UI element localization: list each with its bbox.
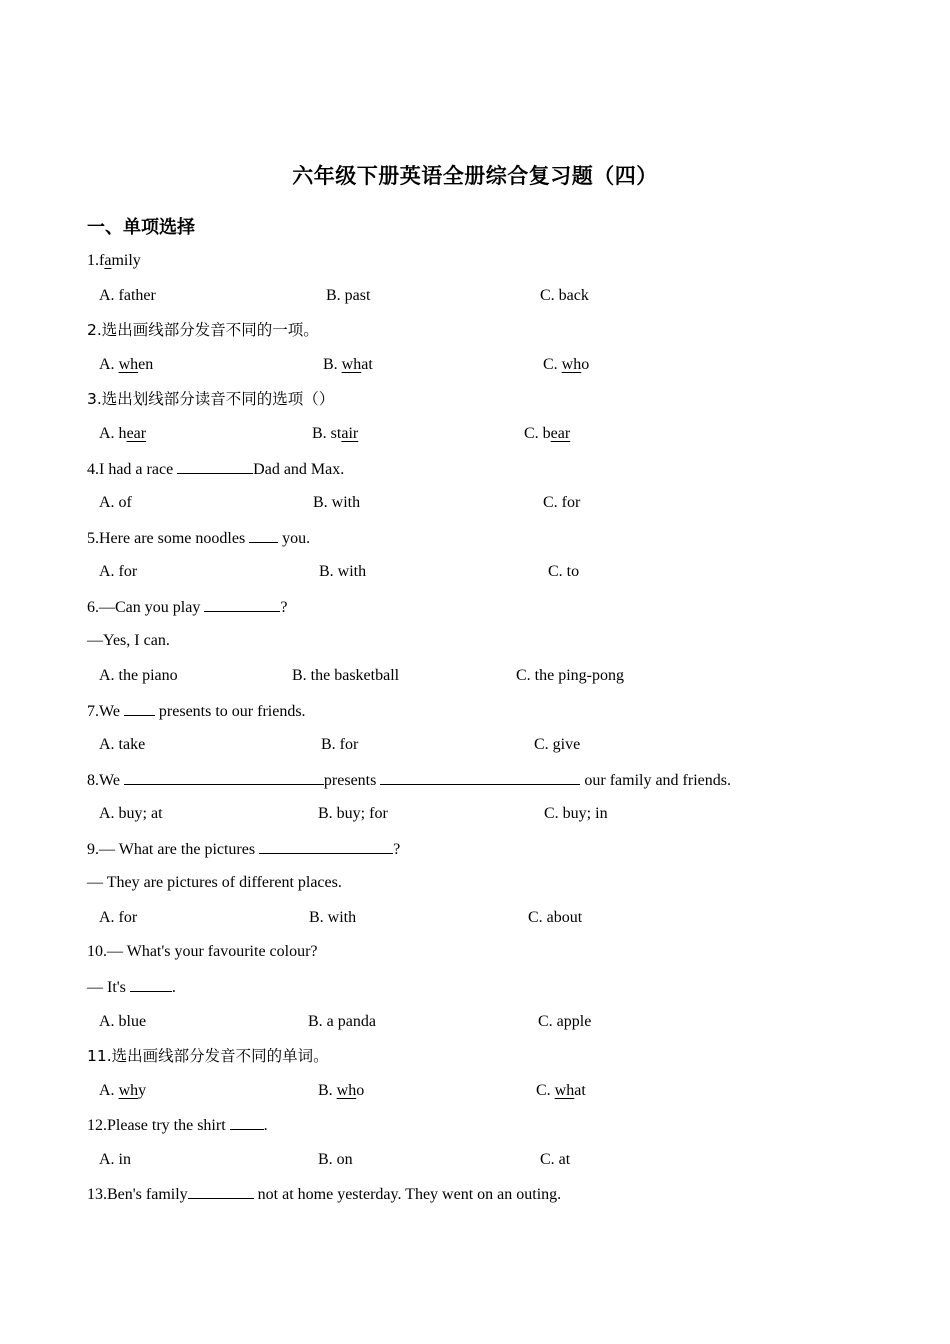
question-11-option-b[interactable]: B. who xyxy=(318,1082,365,1099)
question-11-stem: 11.选出画线部分发音不同的单词。 xyxy=(87,1047,329,1065)
question-4-option-a[interactable]: A. of xyxy=(99,494,132,511)
question-3-option-b[interactable]: B. stair xyxy=(312,425,359,442)
question-9-option-b[interactable]: B. with xyxy=(309,909,357,926)
answer-blank xyxy=(380,770,580,785)
question-6-option-a[interactable]: A. the piano xyxy=(99,667,178,684)
question-7-option-b[interactable]: B. for xyxy=(321,736,359,753)
question-10-answer: — It's . xyxy=(87,979,176,996)
question-10-option-a[interactable]: A. blue xyxy=(99,1013,147,1030)
question-1-option-b[interactable]: B. past xyxy=(326,287,371,304)
question-9-stem: 9.— What are the pictures ? xyxy=(87,841,401,858)
question-8-option-c[interactable]: C. buy; in xyxy=(544,805,608,822)
question-12-option-a[interactable]: A. in xyxy=(99,1151,131,1168)
question-9-option-c[interactable]: C. about xyxy=(528,909,583,926)
question-7-option-c[interactable]: C. give xyxy=(534,736,581,753)
question-8-stem: 8.We presents our family and friends. xyxy=(87,772,731,789)
answer-blank xyxy=(188,1184,254,1199)
answer-blank xyxy=(204,597,280,612)
question-1-option-c[interactable]: C. back xyxy=(540,287,589,304)
answer-blank xyxy=(130,977,172,992)
question-3-stem: 3.选出划线部分读音不同的选项（） xyxy=(87,390,335,408)
question-8-option-a[interactable]: A. buy; at xyxy=(99,805,163,822)
question-11-option-c[interactable]: C. what xyxy=(536,1082,586,1099)
question-12-option-c[interactable]: C. at xyxy=(540,1151,571,1168)
question-2-option-b[interactable]: B. what xyxy=(323,356,373,373)
answer-blank xyxy=(124,770,324,785)
question-4-option-c[interactable]: C. for xyxy=(543,494,581,511)
answer-blank xyxy=(230,1115,264,1130)
question-13-stem: 13.Ben's family not at home yesterday. They went on an outing. xyxy=(87,1186,562,1203)
question-6-option-b[interactable]: B. the basketball xyxy=(292,667,400,684)
question-5-option-c[interactable]: C. to xyxy=(548,563,580,580)
question-6-option-c[interactable]: C. the ping-pong xyxy=(516,667,624,684)
question-9-option-a[interactable]: A. for xyxy=(99,909,138,926)
section-heading: 一、单项选择 xyxy=(87,217,195,238)
question-8-option-b[interactable]: B. buy; for xyxy=(318,805,388,822)
question-12-option-b[interactable]: B. on xyxy=(318,1151,353,1168)
question-1-stem: 1.family xyxy=(87,252,141,269)
question-4-stem: 4.I had a race Dad and Max. xyxy=(87,461,345,478)
question-12-stem: 12.Please try the shirt . xyxy=(87,1117,268,1134)
question-3-option-c[interactable]: C. bear xyxy=(524,425,571,442)
question-7-stem: 7.We presents to our friends. xyxy=(87,703,306,720)
question-5-option-a[interactable]: A. for xyxy=(99,563,138,580)
question-5-stem: 5.Here are some noodles you. xyxy=(87,530,311,547)
question-1-option-a[interactable]: A. father xyxy=(99,287,156,304)
question-7-option-a[interactable]: A. take xyxy=(99,736,146,753)
question-2-option-a[interactable]: A. when xyxy=(99,356,154,373)
question-2-option-c[interactable]: C. who xyxy=(543,356,590,373)
question-11-option-a[interactable]: A. why xyxy=(99,1082,147,1099)
question-4-option-b[interactable]: B. with xyxy=(313,494,361,511)
question-5-option-b[interactable]: B. with xyxy=(319,563,367,580)
page-title: 六年级下册英语全册综合复习题（四） xyxy=(292,164,658,188)
question-10-option-b[interactable]: B. a panda xyxy=(308,1013,376,1030)
question-3-option-a[interactable]: A. hear xyxy=(99,425,147,442)
question-2-stem: 2.选出画线部分发音不同的一项。 xyxy=(87,321,319,339)
question-6-stem: 6.—Can you play ? xyxy=(87,599,288,616)
answer-blank xyxy=(259,839,393,854)
answer-blank xyxy=(177,459,253,474)
answer-blank xyxy=(124,701,155,716)
question-10-stem: 10.— What's your favourite colour? xyxy=(87,943,318,960)
question-6-answer: —Yes, I can. xyxy=(87,632,170,649)
question-10-option-c[interactable]: C. apple xyxy=(538,1013,592,1030)
answer-blank xyxy=(249,528,278,543)
question-9-answer: — They are pictures of different places. xyxy=(87,874,342,891)
